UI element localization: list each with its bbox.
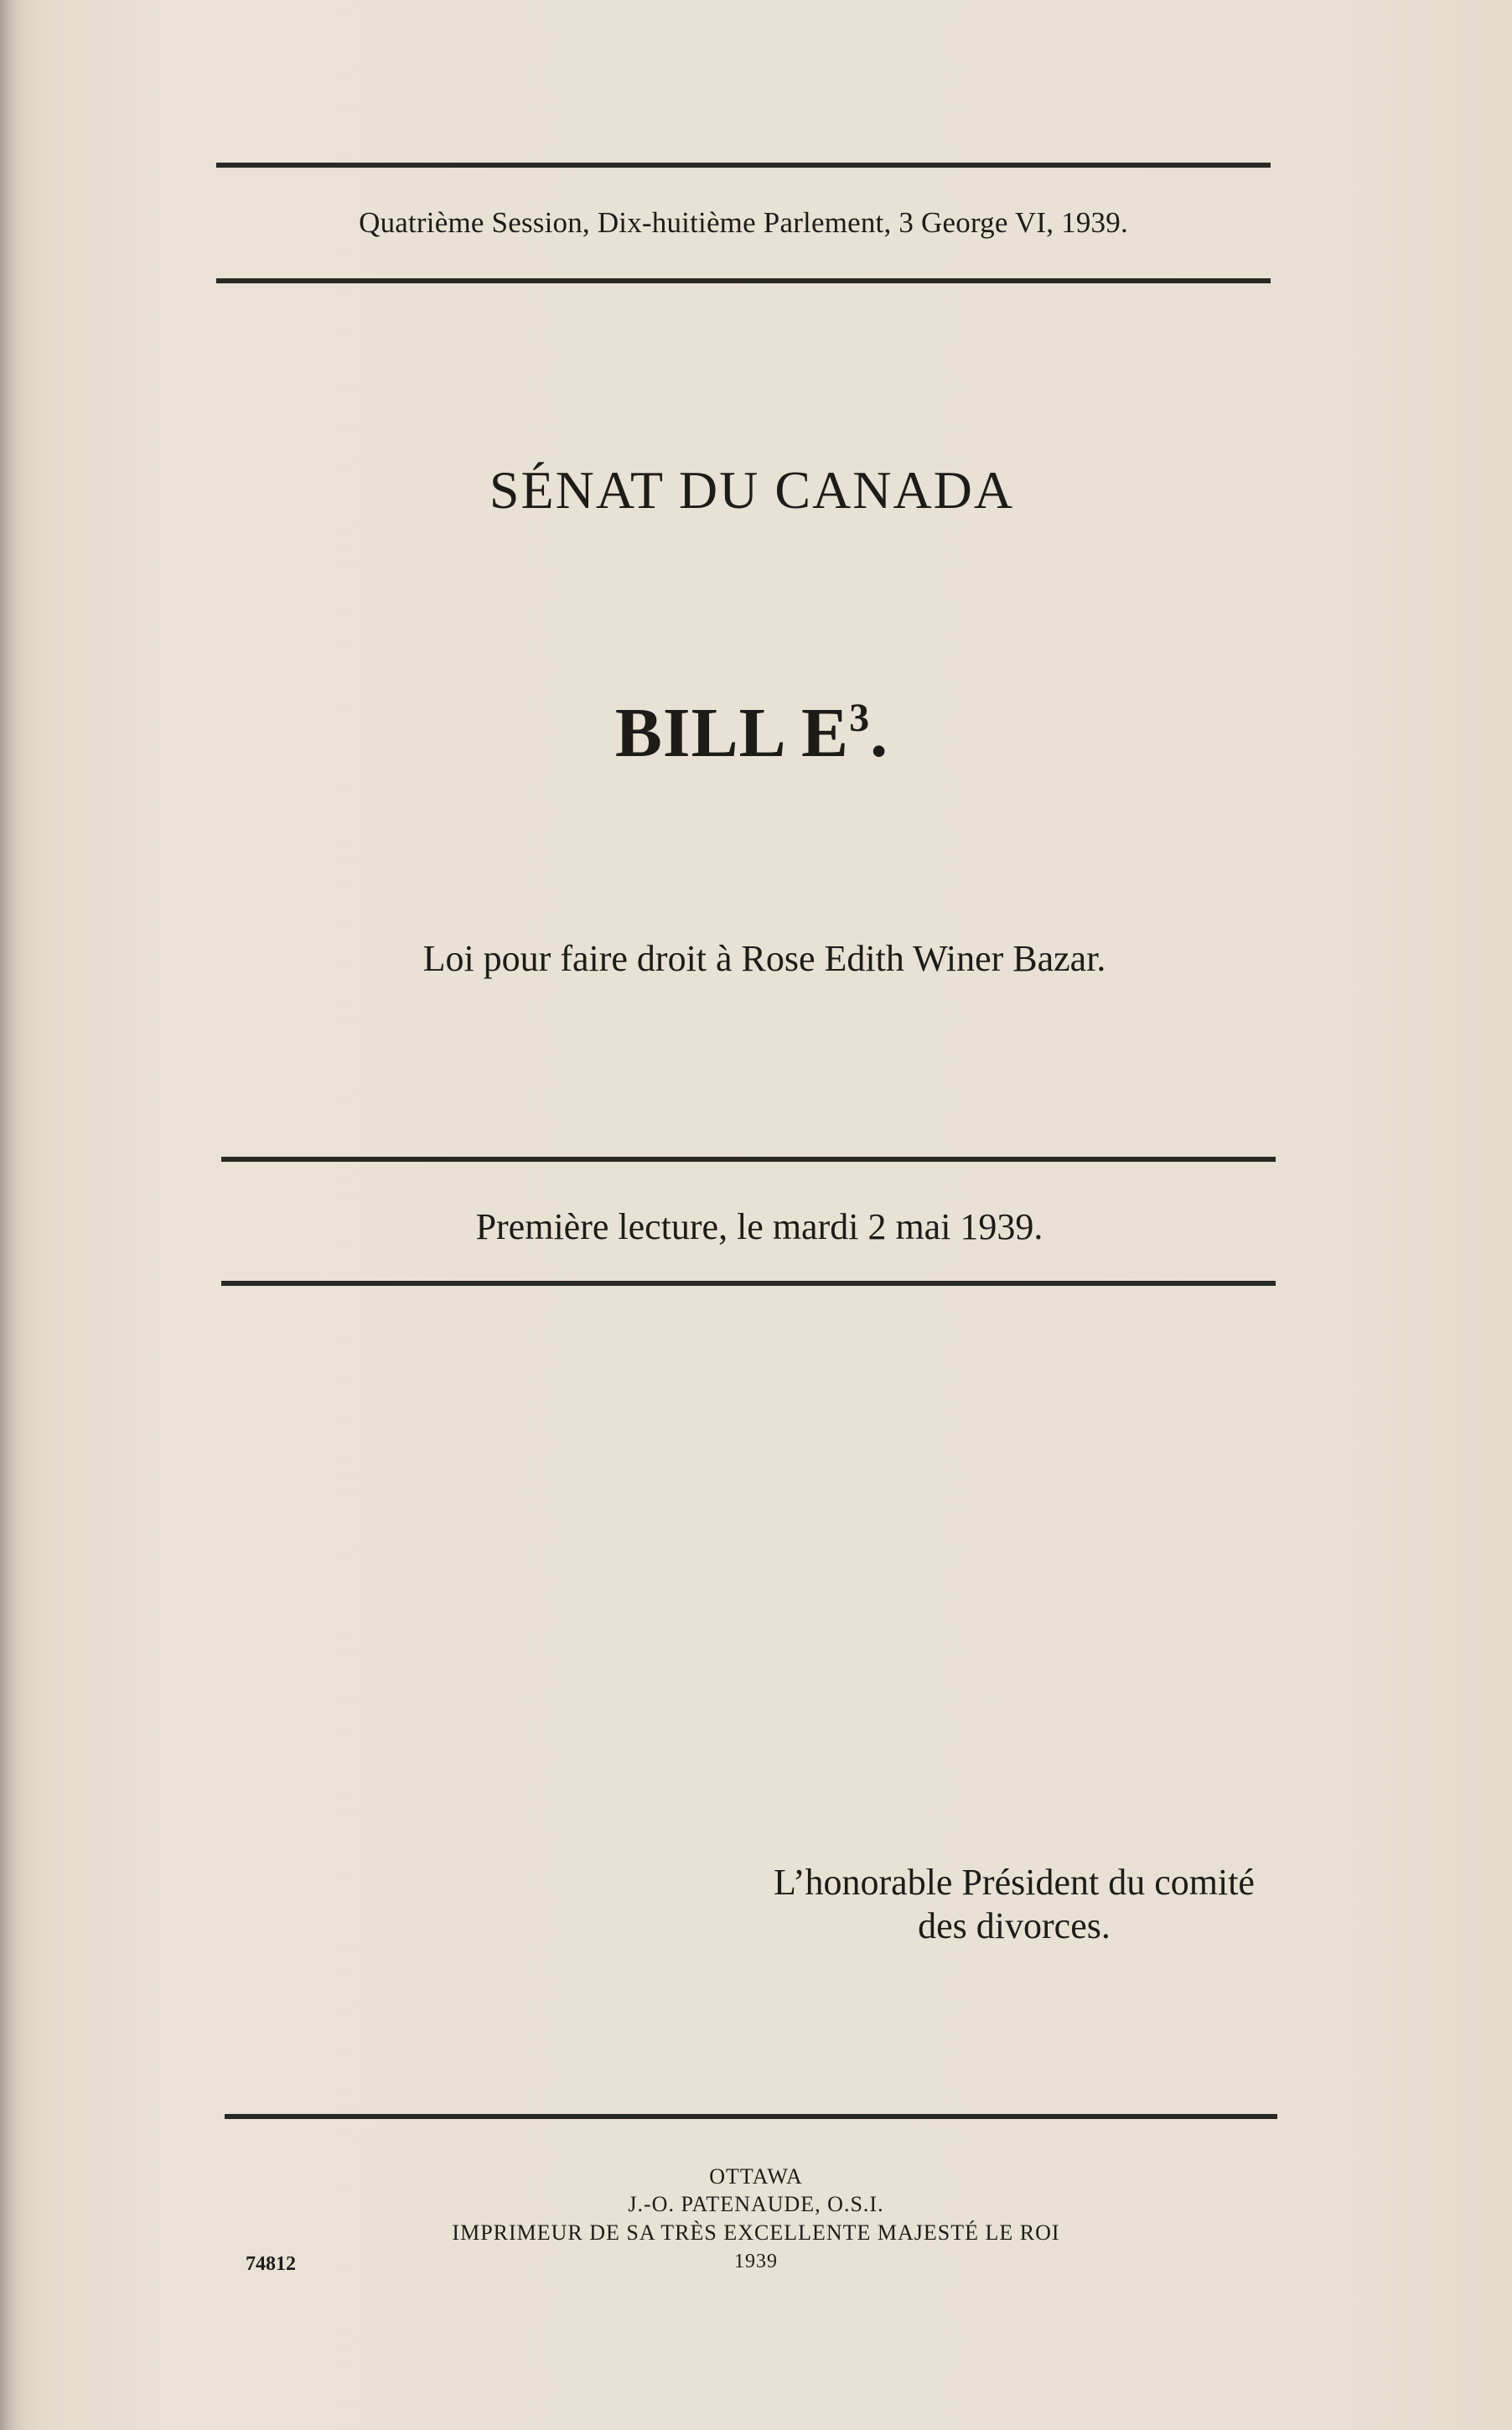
reading-bottom-rule xyxy=(221,1281,1276,1286)
bill-superscript: 3 xyxy=(849,696,871,740)
session-line: Quatrième Session, Dix-huitième Parlement, 3 George VI, 1939. xyxy=(359,206,1128,239)
imprint-year: 1939 xyxy=(734,2251,778,2272)
bill-label: BILL E xyxy=(614,694,850,772)
senate-heading: SÉNAT DU CANADA xyxy=(489,460,1015,520)
imprint-city: OTTAWA xyxy=(709,2164,803,2189)
session-bottom-rule xyxy=(216,278,1271,283)
sponsor-line-1: L’honorable Président du comité xyxy=(774,1862,1255,1903)
bill-title xyxy=(0,692,1508,774)
imprint-rule xyxy=(225,2114,1277,2119)
imprint-title: IMPRIMEUR DE SA TRÈS EXCELLENTE MAJESTÉ LE ROI xyxy=(452,2220,1060,2245)
sponsor-block xyxy=(696,1861,1333,1948)
first-reading-line: Première lecture, le mardi 2 mai 1939. xyxy=(475,1206,1043,1247)
print-job-number: 74812 xyxy=(246,2253,296,2275)
bill-suffix: . xyxy=(870,694,889,772)
top-rule xyxy=(216,163,1271,168)
sponsor-line-2: des divorces. xyxy=(918,1905,1111,1946)
reading-top-rule xyxy=(221,1157,1276,1162)
bill-purpose: Loi pour faire droit à Rose Edith Winer Bazar. xyxy=(422,938,1106,979)
imprint-printer: J.-O. PATENAUDE, O.S.I. xyxy=(628,2192,884,2216)
